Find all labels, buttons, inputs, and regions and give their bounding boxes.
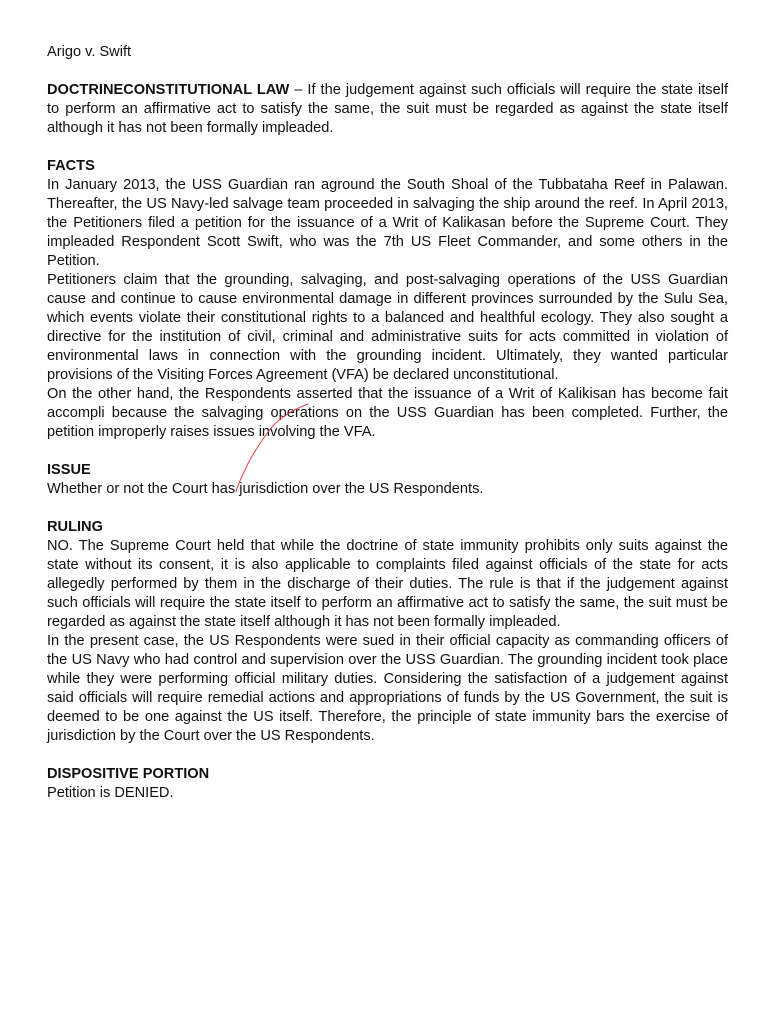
- ruling-paragraph: NO. The Supreme Court held that while the doctrine of state immunity prohibits only suits against the state without its consent, it is also applicable to complaints filed against officials of the state for acts allegedly performed by them in the discharge of their duties. The rule is that if the judgement against such officials will require the state itself to perform an affirmative act to satisfy the same, the suit must be regarded as against the state itself although it has not been formally impleaded.: [47, 538, 728, 630]
- issue-text: Whether or not the Court has jurisdiction over the US Respondents.: [47, 481, 484, 497]
- dispositive-heading: DISPOSITIVE PORTION: [47, 766, 210, 782]
- facts-section: [47, 157, 728, 442]
- doctrine-label: DOCTRINECONSTITUTIONAL LAW: [47, 82, 290, 98]
- dispositive-section: [47, 765, 728, 803]
- issue-heading: ISSUE: [47, 462, 91, 478]
- doctrine-paragraph: [47, 81, 728, 138]
- case-title: Arigo v. Swift: [47, 44, 132, 60]
- ruling-section: [47, 518, 728, 746]
- dispositive-text: Petition is DENIED.: [47, 785, 174, 801]
- facts-paragraph: In January 2013, the USS Guardian ran aground the South Shoal of the Tubbataha Reef in Palawan. Thereafter, the US Navy-led salvage team proceeded in salvaging the ship around the reef. In April 2013, the Petitioners filed a petition for the issuance of a Writ of Kalikasan before the Supreme Court. They impleaded Respondent Scott Swift, who was the 7th US Fleet Commander, and some others in the Petition.: [47, 177, 728, 269]
- facts-heading: FACTS: [47, 158, 95, 174]
- doctrine-section: [47, 81, 728, 138]
- document-page: [47, 43, 728, 822]
- facts-paragraph: On the other hand, the Respondents asserted that the issuance of a Writ of Kalikisan has become fait accompli because the salvaging operations on the USS Guardian has been completed. Further, the petition improperly raises issues involving the VFA.: [47, 386, 728, 440]
- facts-paragraph: Petitioners claim that the grounding, salvaging, and post-salvaging operations of the USS Guardian cause and continue to cause environmental damage in different provinces surrounded by the Sulu Sea, which events violate their constitutional rights to a balanced and healthful ecology. They also sought a directive for the institution of civil, criminal and administrative suits for acts committed in violation of environmental laws in connection with the grounding incident. Ultimately, they wanted particular provisions of the Visiting Forces Agreement (VFA) be declared unconstitutional.: [47, 272, 728, 383]
- ruling-heading: RULING: [47, 519, 103, 535]
- ruling-paragraph: In the present case, the US Respondents were sued in their official capacity as commanding officers of the US Navy who had control and supervision over the USS Guardian. The grounding incident took place while they were performing official military duties. Considering the satisfaction of a judgement against said officials will require remedial actions and appropriations of funds by the US Government, the suit is deemed to be one against the US itself. Therefore, the principle of state immunity bars the exercise of jurisdiction by the Court over the US Respondents.: [47, 633, 728, 744]
- doctrine-text: – If the judgement against such officials will require the state itself to perform an affirmative act to satisfy the same, the suit must be regarded as against the state itself although it has not been formally impleaded.: [47, 82, 728, 136]
- issue-section: [47, 461, 728, 499]
